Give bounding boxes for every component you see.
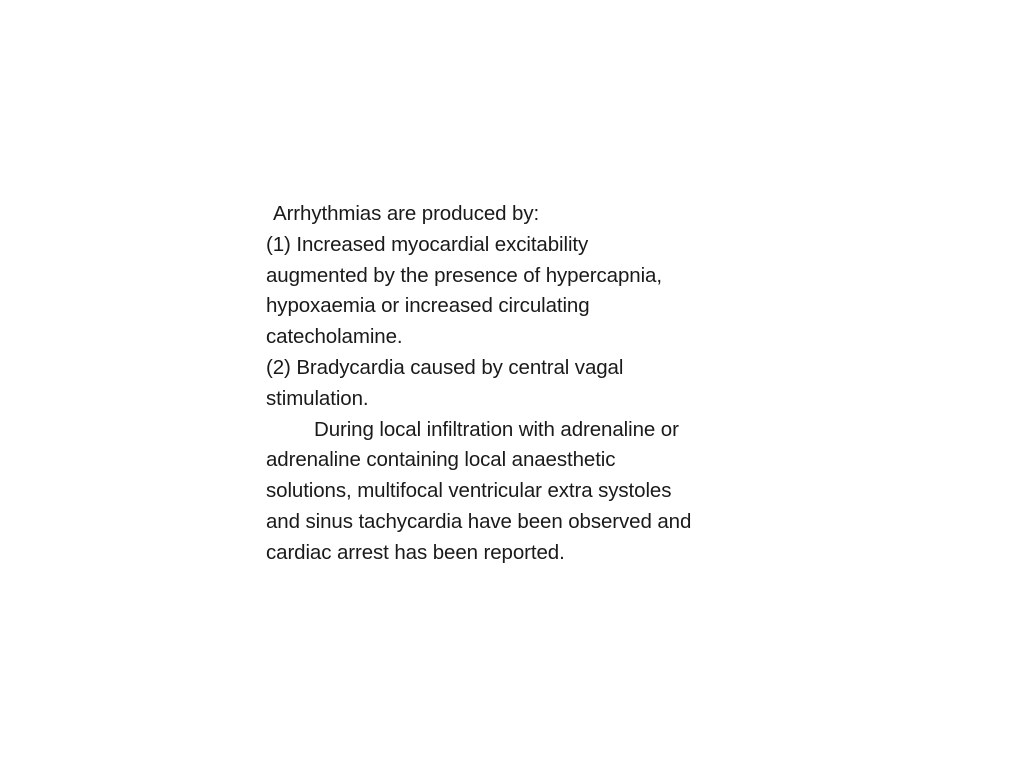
point-1-line-1: (1) Increased myocardial excitability [266, 232, 589, 256]
paragraph-line-1: During local infiltration with adrenaline or [314, 417, 679, 441]
paragraph-line-2: adrenaline containing local anaesthetic [266, 448, 616, 472]
point-1-line-3: hypoxaemia or increased circulating [266, 294, 590, 318]
heading-line: Arrhythmias are produced by: [273, 202, 540, 225]
point-2-line-1: (2) Bradycardia caused by central vagal [266, 355, 624, 379]
paragraph-line-3: solutions, multifocal ventricular extra systoles [266, 479, 672, 503]
point-1-line-2: augmented by the presence of hypercapnia, [266, 263, 662, 287]
point-2-line-2: stimulation. [266, 386, 369, 410]
point-1-line-4: catecholamine. [266, 325, 403, 349]
slide-body-text [266, 199, 766, 569]
paragraph-line-4: and sinus tachycardia have been observed and [266, 509, 692, 533]
paragraph-line-5: cardiac arrest has been reported. [266, 540, 565, 564]
